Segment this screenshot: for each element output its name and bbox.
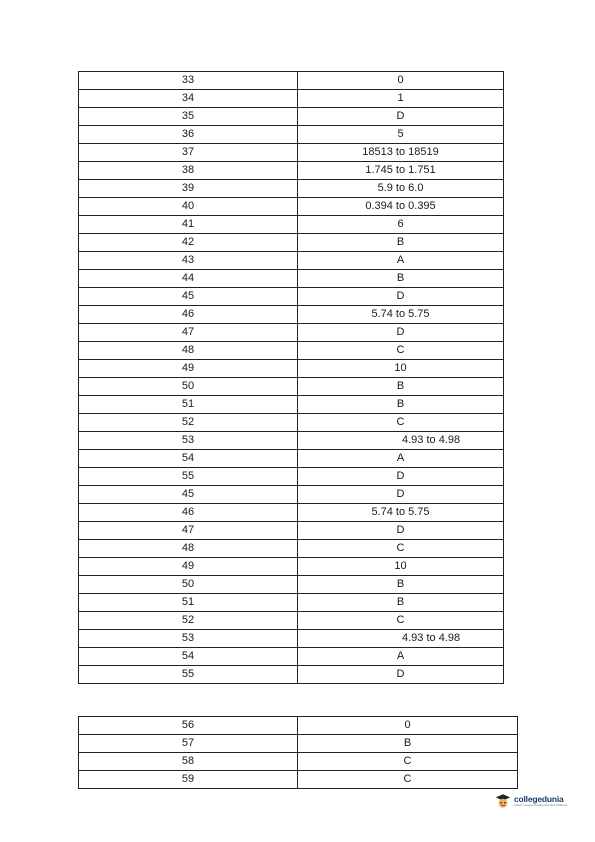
question-number-cell: 52 — [79, 414, 298, 432]
question-number-cell: 53 — [79, 630, 298, 648]
answer-cell: 10 — [298, 360, 504, 378]
answer-cell: A — [298, 252, 504, 270]
answer-cell: 1.745 to 1.751 — [298, 162, 504, 180]
answer-cell: 1 — [298, 90, 504, 108]
answer-cell: D — [298, 468, 504, 486]
table-row — [79, 90, 504, 108]
answer-cell: B — [298, 378, 504, 396]
question-number-cell: 55 — [79, 468, 298, 486]
answer-cell: D — [298, 324, 504, 342]
answer-cell: D — [298, 666, 504, 684]
table-row — [79, 540, 504, 558]
question-number-cell: 57 — [79, 735, 298, 753]
answer-cell: B — [298, 396, 504, 414]
question-number-cell: 33 — [79, 72, 298, 90]
table-row — [79, 735, 518, 753]
answer-cell: 0 — [298, 717, 518, 735]
answer-key-body — [79, 72, 504, 684]
answer-cell: 10 — [298, 558, 504, 576]
question-number-cell: 51 — [79, 594, 298, 612]
table-row — [79, 486, 504, 504]
table-row — [79, 288, 504, 306]
question-number-cell: 45 — [79, 486, 298, 504]
answer-cell: A — [298, 450, 504, 468]
answer-cell: C — [298, 414, 504, 432]
table-row — [79, 342, 504, 360]
answer-cell: B — [298, 270, 504, 288]
question-number-cell: 46 — [79, 306, 298, 324]
question-number-cell: 54 — [79, 648, 298, 666]
answer-cell: 5.9 to 6.0 — [298, 180, 504, 198]
table-row — [79, 234, 504, 252]
question-number-cell: 38 — [79, 162, 298, 180]
question-number-cell: 49 — [79, 558, 298, 576]
table-row — [79, 666, 504, 684]
question-number-cell: 34 — [79, 90, 298, 108]
question-number-cell: 46 — [79, 504, 298, 522]
table-row — [79, 108, 504, 126]
table-row — [79, 216, 504, 234]
student-mascot-icon — [494, 792, 512, 810]
table-row — [79, 198, 504, 216]
question-number-cell: 48 — [79, 540, 298, 558]
answer-cell: C — [298, 753, 518, 771]
answer-cell: C — [298, 771, 518, 789]
question-number-cell: 44 — [79, 270, 298, 288]
table-row — [79, 612, 504, 630]
answer-cell: C — [298, 612, 504, 630]
table-row — [79, 162, 504, 180]
answer-key-table — [78, 71, 504, 684]
table-row — [79, 522, 504, 540]
table-row — [79, 468, 504, 486]
question-number-cell: 58 — [79, 753, 298, 771]
answer-cell: 5.74 to 5.75 — [298, 306, 504, 324]
question-number-cell: 48 — [79, 342, 298, 360]
table-row — [79, 717, 518, 735]
table-row — [79, 126, 504, 144]
answer-cell: D — [298, 288, 504, 306]
question-number-cell: 45 — [79, 288, 298, 306]
question-number-cell: 53 — [79, 432, 298, 450]
answer-cell: C — [298, 540, 504, 558]
answer-cell: 0.394 to 0.395 — [298, 198, 504, 216]
answer-cell: 18513 to 18519 — [298, 144, 504, 162]
table-row — [79, 450, 504, 468]
question-number-cell: 43 — [79, 252, 298, 270]
table-row — [79, 630, 504, 648]
question-number-cell: 56 — [79, 717, 298, 735]
question-number-cell: 59 — [79, 771, 298, 789]
answer-cell: D — [298, 108, 504, 126]
answer-cell: B — [298, 234, 504, 252]
question-number-cell: 49 — [79, 360, 298, 378]
answer-cell: 0 — [298, 72, 504, 90]
table-row — [79, 414, 504, 432]
question-number-cell: 52 — [79, 612, 298, 630]
answer-cell: C — [298, 342, 504, 360]
answer-cell: 5 — [298, 126, 504, 144]
question-number-cell: 35 — [79, 108, 298, 126]
table-row — [79, 504, 504, 522]
table-row — [79, 270, 504, 288]
answer-cell: A — [298, 648, 504, 666]
question-number-cell: 47 — [79, 522, 298, 540]
question-number-cell: 39 — [79, 180, 298, 198]
question-number-cell: 47 — [79, 324, 298, 342]
logo-tagline: India's Largest Student Review Platform — [514, 803, 568, 808]
table-row — [79, 378, 504, 396]
question-number-cell: 50 — [79, 576, 298, 594]
table-row — [79, 594, 504, 612]
table-row — [79, 306, 504, 324]
answer-cell: D — [298, 522, 504, 540]
table-row — [79, 771, 518, 789]
question-number-cell: 40 — [79, 198, 298, 216]
answer-cell: B — [298, 594, 504, 612]
question-number-cell: 55 — [79, 666, 298, 684]
answer-cell: B — [298, 576, 504, 594]
answer-key-tail-table — [78, 716, 518, 789]
table-row — [79, 753, 518, 771]
table-row — [79, 72, 504, 90]
table-row — [79, 324, 504, 342]
table-row — [79, 396, 504, 414]
question-number-cell: 50 — [79, 378, 298, 396]
question-number-cell: 41 — [79, 216, 298, 234]
table-row — [79, 360, 504, 378]
question-number-cell: 51 — [79, 396, 298, 414]
answer-key-tail-body — [79, 717, 518, 789]
question-number-cell: 37 — [79, 144, 298, 162]
answer-cell: B — [298, 735, 518, 753]
answer-cell: 4.93 to 4.98 — [298, 432, 504, 450]
answer-cell: 6 — [298, 216, 504, 234]
answer-cell: D — [298, 486, 504, 504]
question-number-cell: 54 — [79, 450, 298, 468]
table-row — [79, 648, 504, 666]
logo-name: collegedunia — [514, 793, 564, 804]
table-row — [79, 144, 504, 162]
answer-cell: 4.93 to 4.98 — [298, 630, 504, 648]
collegedunia-logo — [494, 792, 567, 810]
table-row — [79, 180, 504, 198]
answer-cell: 5.74 to 5.75 — [298, 504, 504, 522]
table-row — [79, 576, 504, 594]
table-row — [79, 558, 504, 576]
table-row — [79, 252, 504, 270]
question-number-cell: 36 — [79, 126, 298, 144]
table-row — [79, 432, 504, 450]
question-number-cell: 42 — [79, 234, 298, 252]
